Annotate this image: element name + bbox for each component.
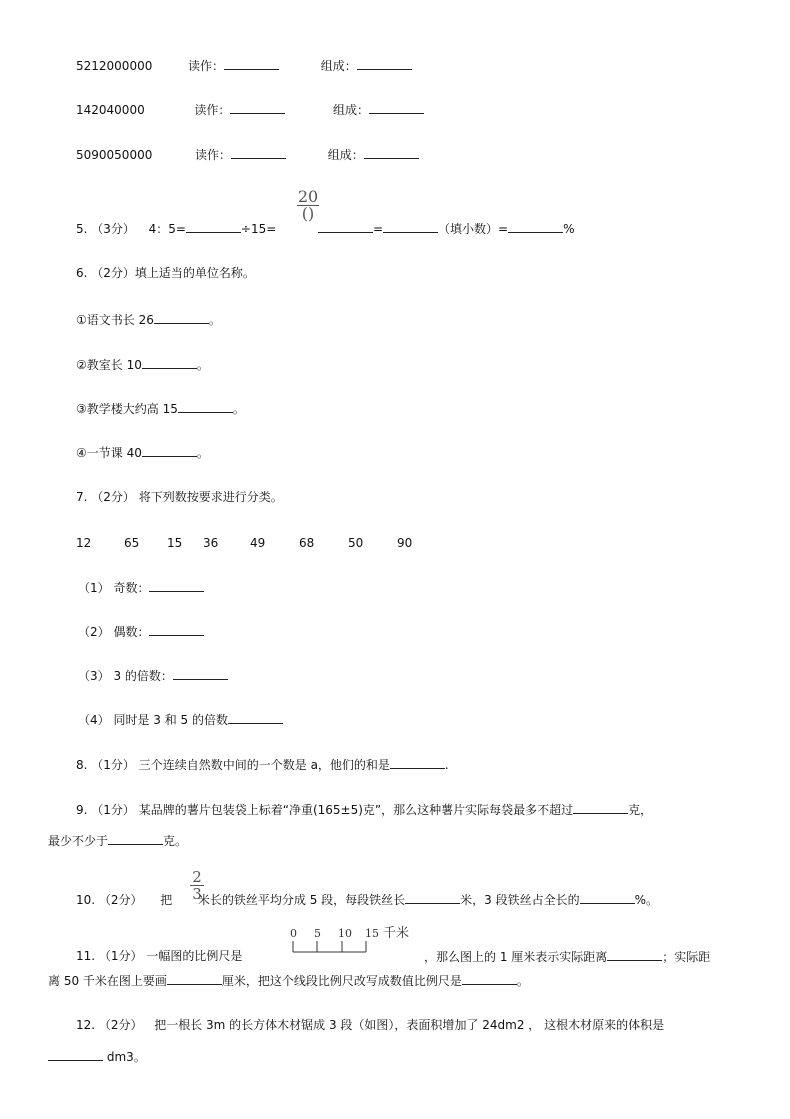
q6-text: 填上适当的单位名称。 xyxy=(134,266,255,280)
q8-score: （1分） xyxy=(91,758,135,772)
read-blank[interactable] xyxy=(224,57,279,70)
question-11 xyxy=(76,948,242,964)
read-label: 读作： xyxy=(188,59,225,73)
q6-item-3 xyxy=(76,400,245,417)
q7-number: 7. xyxy=(76,490,88,504)
part-blank[interactable] xyxy=(228,711,283,724)
q6-item-blank[interactable] xyxy=(154,311,209,324)
q12-text: 把一根长 3m 的长方体木材锯成 3 段（如图），表面积增加了 24dm2 ， 这根木材原来的体积是 xyxy=(154,1018,665,1032)
part-text: 同时是 3 和 5 的倍数 xyxy=(113,713,228,727)
q5-eq: = xyxy=(372,222,384,236)
q5-percent: % xyxy=(563,222,575,236)
q6-item-end: 。 xyxy=(232,402,245,416)
value-item: 50 xyxy=(348,536,364,550)
q10-blank-2[interactable] xyxy=(580,891,635,904)
q6-item-prefix: ①语文书长 26 xyxy=(76,313,154,327)
question-10 xyxy=(76,891,658,908)
q7-part-4 xyxy=(78,711,283,728)
question-12 xyxy=(76,1017,664,1033)
part-text: 奇数： xyxy=(113,581,150,595)
q8-end: . xyxy=(444,758,449,772)
q9-blank-2[interactable] xyxy=(108,832,163,845)
number-row-3 xyxy=(76,146,419,163)
part-text: 3 的倍数： xyxy=(113,669,173,683)
compose-label: 组成： xyxy=(327,148,364,162)
q11-text: 一幅图的比例尺是 xyxy=(146,949,243,963)
q7-part-1 xyxy=(78,579,204,596)
q11-line2-b: 厘米，把这个线段比例尺改写成数值比例尺是 xyxy=(221,974,462,988)
q9-text-1: 某品牌的薯片包装袋上标着“净重(165±5)克”，那么这种薯片实际每袋最多不超过 xyxy=(138,803,574,817)
q6-item-prefix: ③教学楼大约高 15 xyxy=(76,402,178,416)
q5-fraction xyxy=(297,187,319,223)
q9-end-1: 克， xyxy=(628,803,653,817)
q9-text-2: 最少不少于 xyxy=(48,834,109,848)
q11-score: （1分） xyxy=(98,949,143,963)
fraction-denominator: 3 xyxy=(192,885,202,903)
part-blank[interactable] xyxy=(149,579,204,592)
question-6 xyxy=(76,265,255,281)
fraction-numerator: 20 xyxy=(297,187,319,206)
question-12-line-2 xyxy=(48,1048,146,1065)
scale-tick-label: 0 xyxy=(290,927,297,940)
q12-end: dm3。 xyxy=(106,1050,146,1064)
value-item: 15 xyxy=(167,536,183,550)
q6-number: 6. xyxy=(76,266,88,280)
part-label: （3） xyxy=(78,669,110,683)
q6-score: （2分） xyxy=(91,266,135,280)
q5-lead: 4：5= xyxy=(148,222,186,236)
q6-item-4 xyxy=(76,444,209,461)
q10-text: 米长的铁丝平均分成 5 段，每段铁丝长 xyxy=(197,893,406,907)
q7-score: （2分） xyxy=(91,490,135,504)
part-blank[interactable] xyxy=(173,667,228,680)
q5-blank-2[interactable] xyxy=(318,220,373,233)
question-11-cont xyxy=(424,948,710,965)
q11-text-2: ，那么图上的 1 厘米表示实际距离 xyxy=(424,950,608,964)
q10-number: 10. xyxy=(76,893,96,907)
q10-score: （2分） xyxy=(98,893,143,907)
compose-label: 组成： xyxy=(333,103,370,117)
q5-blank-3[interactable] xyxy=(383,220,438,233)
q10-end: %。 xyxy=(634,893,659,907)
q11-blank-3[interactable] xyxy=(462,972,517,985)
q7-part-3 xyxy=(78,667,228,684)
q6-item-blank[interactable] xyxy=(142,356,197,369)
scale-tick-label: 15 xyxy=(365,927,379,940)
compose-blank[interactable] xyxy=(357,57,412,70)
read-label: 读作： xyxy=(195,148,232,162)
q9-number: 9. xyxy=(76,803,88,817)
q6-item-1 xyxy=(76,311,221,328)
q5-decimal-note: （填小数）= xyxy=(438,222,509,236)
q6-item-end: 。 xyxy=(208,313,221,327)
value-item: 68 xyxy=(299,536,315,550)
number-value: 142040000 xyxy=(76,103,145,117)
q5-blank-4[interactable] xyxy=(508,220,563,233)
q7-part-2 xyxy=(78,623,204,640)
q5-score: （3分） xyxy=(91,222,135,236)
q8-number: 8. xyxy=(76,758,88,772)
q9-end-2: 克。 xyxy=(163,834,188,848)
number-row-1 xyxy=(76,57,412,74)
number-value: 5212000000 xyxy=(76,59,153,73)
q5-div: ÷15= xyxy=(240,222,277,236)
question-5 xyxy=(76,220,574,237)
q11-blank-2[interactable] xyxy=(167,972,222,985)
number-row-2 xyxy=(76,101,424,118)
q12-score: （2分） xyxy=(98,1018,143,1032)
part-label: （2） xyxy=(78,625,110,639)
question-8 xyxy=(76,756,449,773)
part-blank[interactable] xyxy=(149,623,204,636)
q11-line2-a: 离 50 千米在图上要画 xyxy=(48,974,167,988)
q9-score: （1分） xyxy=(91,803,135,817)
question-7 xyxy=(76,489,283,505)
q10-blank-1[interactable] xyxy=(405,891,460,904)
value-item: 36 xyxy=(203,536,219,550)
q11-number: 11. xyxy=(76,949,96,963)
q12-number: 12. xyxy=(76,1018,96,1032)
q8-blank[interactable] xyxy=(390,756,445,769)
read-blank[interactable] xyxy=(231,146,286,159)
part-label: （1） xyxy=(78,581,110,595)
value-item: 12 xyxy=(76,536,92,550)
q6-item-end: 。 xyxy=(196,446,209,460)
part-label: （4） xyxy=(78,713,110,727)
number-value: 5090050000 xyxy=(76,148,153,162)
scale-unit: 千米 xyxy=(383,926,410,941)
q11-blank-1[interactable] xyxy=(607,948,662,961)
value-item: 90 xyxy=(397,536,413,550)
q11-end-2: 。 xyxy=(516,974,529,988)
q6-item-prefix: ②教室长 10 xyxy=(76,358,142,372)
q6-item-2 xyxy=(76,356,209,373)
q6-item-prefix: ④一节课 40 xyxy=(76,446,142,460)
scale-tick-label: 5 xyxy=(314,927,321,940)
scale-bar-figure xyxy=(288,924,418,956)
value-item: 65 xyxy=(124,536,140,550)
q8-text: 三个连续自然数中间的一个数是 a，他们的和是 xyxy=(138,758,390,772)
scale-tick-label: 10 xyxy=(338,927,352,940)
q12-blank[interactable] xyxy=(48,1048,103,1061)
q5-blank-1[interactable] xyxy=(186,220,241,233)
fraction-denominator: () xyxy=(301,204,315,223)
q9-blank-1[interactable] xyxy=(573,801,628,814)
q6-item-blank[interactable] xyxy=(142,444,197,457)
value-item: 49 xyxy=(250,536,266,550)
read-label: 读作： xyxy=(194,103,231,117)
question-9-line-2 xyxy=(48,832,187,849)
q10-mid: 米，3 段铁丝占全长的 xyxy=(460,893,580,907)
compose-blank[interactable] xyxy=(364,146,419,159)
compose-blank[interactable] xyxy=(369,101,424,114)
q10-lead: 把 xyxy=(160,893,173,907)
q7-text: 将下列数按要求进行分类。 xyxy=(138,490,283,504)
fraction-numerator: 2 xyxy=(192,868,202,886)
question-9 xyxy=(76,801,652,818)
q5-number: 5. xyxy=(76,222,88,236)
q6-item-end: 。 xyxy=(196,358,209,372)
compose-label: 组成： xyxy=(320,59,357,73)
q6-item-blank[interactable] xyxy=(178,400,233,413)
part-text: 偶数： xyxy=(113,625,150,639)
question-11-line-2 xyxy=(48,972,529,989)
q11-end-1: ；实际距 xyxy=(662,950,711,964)
read-blank[interactable] xyxy=(230,101,285,114)
